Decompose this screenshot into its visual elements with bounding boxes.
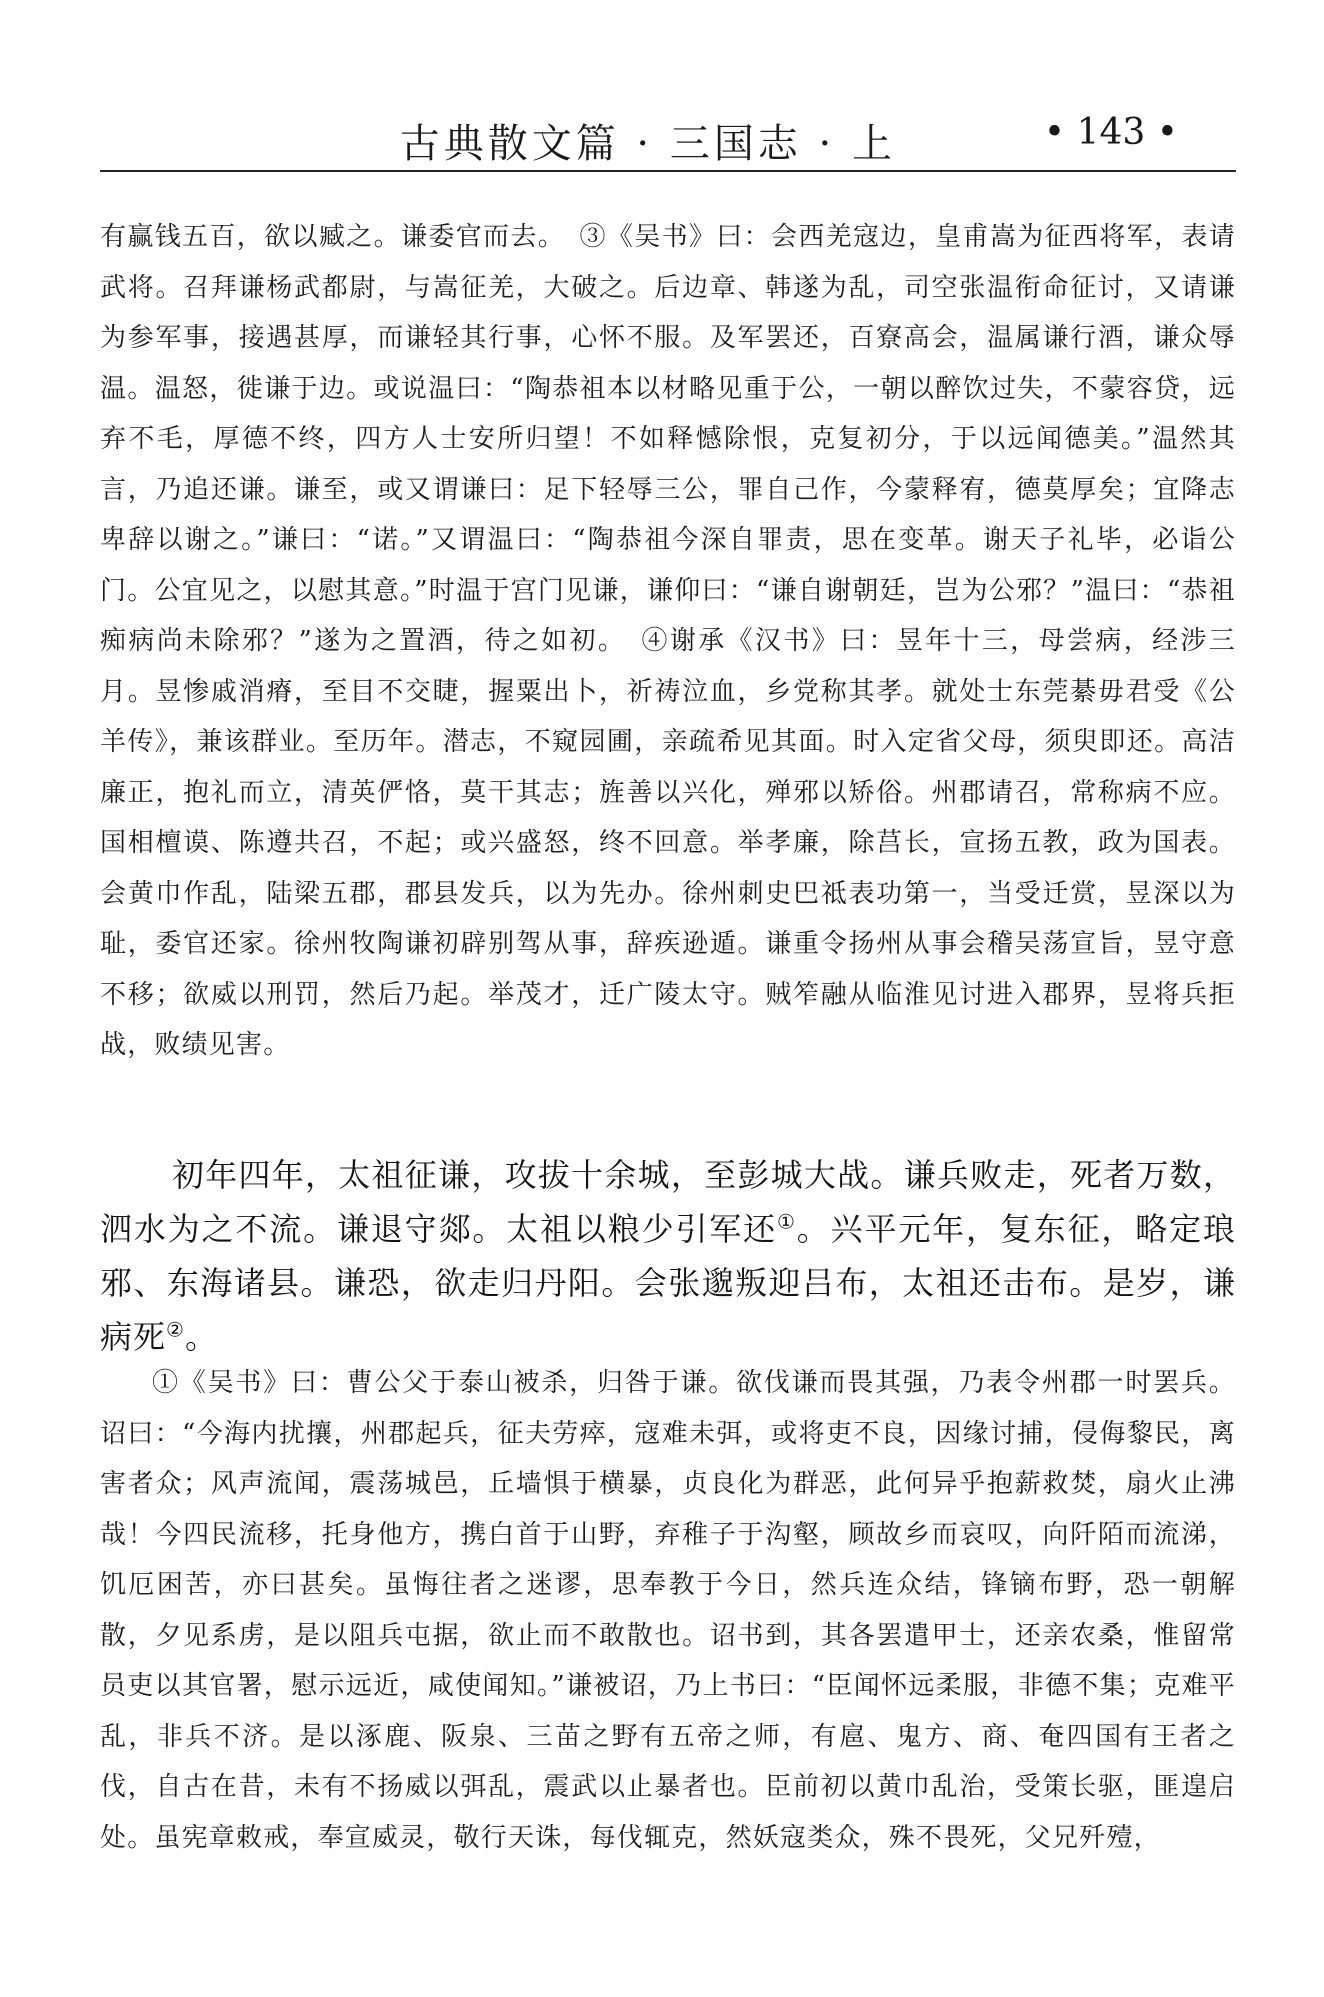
header-title: 古典散文篇 · 三国志 · 上	[399, 121, 896, 167]
main-text-part: 。	[184, 1318, 218, 1356]
main-paragraph	[100, 1148, 1236, 1364]
annotation-paragraph: ①《吴书》曰：曹公父于泰山被杀，归咎于谦。欲伐谦而畏其强，乃表令州郡一时罢兵。诏曰：“今海内扰攘，州郡起兵，征夫劳瘁，寇难未弭，或将吏不良，因缘讨捕，侵侮黎民，离害者众；风声流闻，震荡城邑，丘墙惧于横暴，贞良化为群恶，此何异乎抱薪救焚，扇火止沸哉！今四民流移，托身他方，携白首于山野，弃稚子于沟壑，顾故乡而哀叹，向阡陌而流涕，饥厄困苦，亦曰甚矣。虽悔往者之迷谬，思奉教于今日，然兵连众结，锋镝布野，恐一朝解散，夕见系虏，是以阻兵屯据，欲止而不敢散也。诏书到，其各罢遣甲士，还亲农桑，惟留常员吏以其官署，慰示远近，咸使闻知。”谦被诏，乃上书曰：“臣闻怀远柔服，非德不集；克难平乱，非兵不济。是以涿鹿、阪泉、三苗之野有五帝之师，有扈、鬼方、商、奄四国有王者之伐，自古在昔，未有不扬威以弭乱，震武以止暴者也。臣前初以黄巾乱治，受策长驱，匪遑启处。虽宪章敕戒，奉宣威灵，敬行天诛，每伐辄克，然妖寇类众，殊不畏死，父兄歼殪，	[100, 1368, 1236, 1853]
annotation-block-bottom	[100, 1358, 1236, 1863]
annotation-paragraph: 有赢钱五百，欲以臧之。谦委官而去。 ③《吴书》曰：会西羌寇边，皇甫嵩为征西将军，表请武将。召拜谦杨武都尉，与嵩征羌，大破之。后边章、韩遂为乱，司空张温衔命征讨，又请谦为参军事，接遇甚厚，而谦轻其行事，心怀不服。及军罢还，百寮高会，温属谦行酒，谦众辱温。温怒，徙谦于边。或说温曰：“陶恭祖本以材略见重于公，一朝以醉饮过失，不蒙容贷，远弃不毛，厚德不终，四方人士安所归望！不如释憾除恨，克复初分，于以远闻德美。”温然其言，乃追还谦。谦至，或又谓谦曰：足下轻辱三公，罪自己作，今蒙释宥，德莫厚矣；宜降志卑辞以谢之。”谦曰：“诺。”又谓温曰：“陶恭祖今深自罪责，思在变革。谢天子礼毕，必诣公门。公宜见之，以慰其意。”时温于宫门见谦，谦仰曰：“谦自谢朝廷，岂为公邪？”温曰：“恭祖痴病尚未除邪？”遂为之置酒，待之如初。 ④谢承《汉书》曰：昱年十三，母尝病，经涉三月。昱惨戚消瘠，至目不交睫，握粟出卜，祈祷泣血，乡党称其孝。就处士东莞綦毋君受《公羊传》，兼该群业。至历年。潜志，不窥园圃，亲疏希见其面。时入定省父母，须臾即还。高洁廉正，抱礼而立，清英俨恪，莫干其志；旌善以兴化，殚邪以矫俗。州郡请召，常称病不应。国相檀谟、陈遵共召，不起；或兴盛怒，终不回意。举孝廉，除莒长，宣扬五教，政为国表。会黄巾作乱，陆梁五郡，郡县发兵，以为先办。徐州刺史巴祗表功第一，当受迁赏，昱深以为耻，委官还家。徐州牧陶谦初辟别驾从事，辞疾逊遁。谦重令扬州从事会稽吴荡宣旨，昱守意不移；欲威以刑罚，然后乃起。举茂才，迁广陵太守。贼笮融从临淮见讨进入郡界，昱将兵拒战，败绩见害。	[100, 222, 1236, 1060]
footnote-marker-1: ①	[777, 1209, 797, 1234]
main-text-part: 。兴平元年，复东征，略定琅邪、东海诸县。谦恐，欲走归丹阳。会张邈叛迎吕布，太祖还击布。是岁，谦病死	[100, 1210, 1236, 1356]
main-text-part: 初年四年，太祖征谦，攻拔十余城，至彭城大战。谦兵败走，死者万数，泗水为之不流。谦退守郯。太祖以粮少引军还	[100, 1156, 1236, 1248]
main-text-block	[100, 1148, 1236, 1364]
page-number: • 143 •	[1043, 112, 1178, 153]
running-header	[100, 100, 1236, 172]
footnote-marker-2: ②	[166, 1317, 185, 1342]
annotation-block-top	[100, 212, 1236, 1071]
